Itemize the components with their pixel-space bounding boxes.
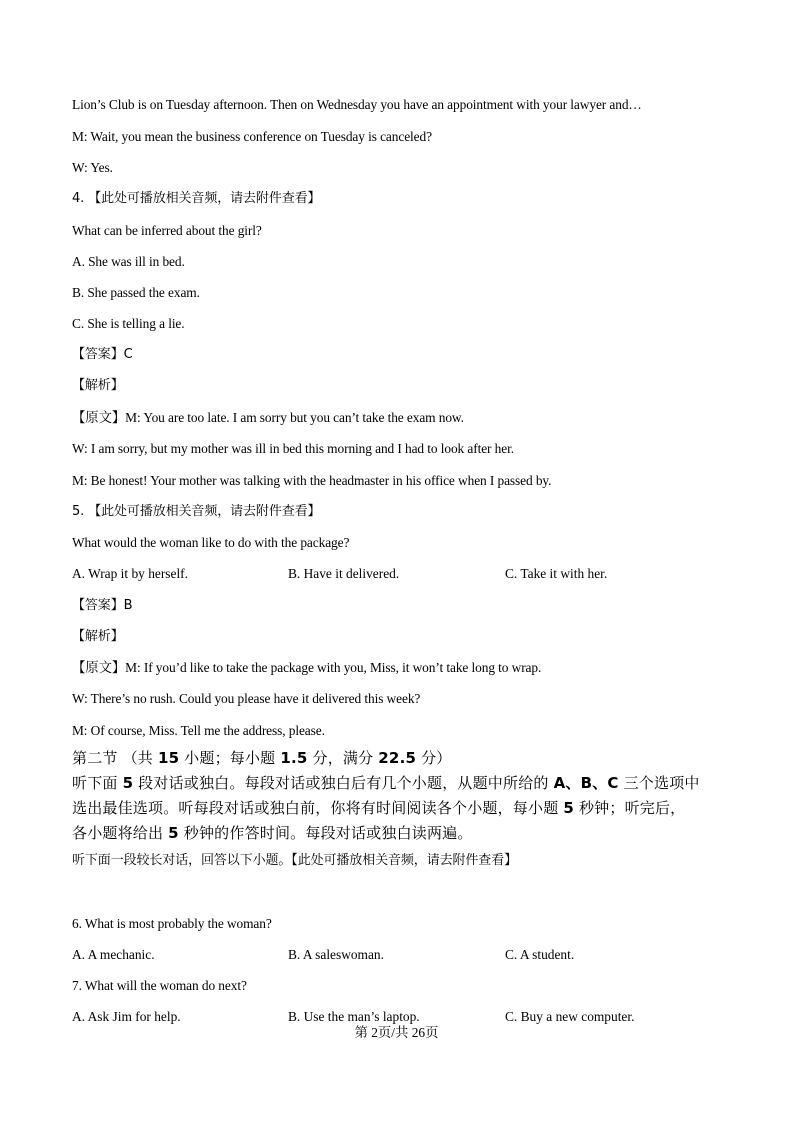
q4-transcript-line: W: I am sorry, but my mother was ill in bed this morning and I had to look after her.	[72, 441, 514, 456]
section-title: 第二节 （共 15 小题；每小题 1.5 分，满分 22.5 分）	[72, 749, 452, 767]
q5-transcript-line: W: There’s no rush. Could you please have it delivered this week?	[72, 691, 421, 706]
q5-header: 5. 【此处可播放相关音频，请去附件查看】	[72, 504, 321, 519]
q6-question: 6. What is most probably the woman?	[72, 916, 272, 931]
q5-question: What would the woman like to do with the package?	[72, 535, 350, 550]
q5-option-b: B. Have it delivered.	[288, 566, 400, 581]
q7-question: 7. What will the woman do next?	[72, 978, 247, 993]
q7-option-b: B. Use the man’s laptop.	[288, 1009, 420, 1024]
q4-header: 4. 【此处可播放相关音频，请去附件查看】	[72, 191, 321, 206]
q4-analysis-label: 【解析】	[72, 378, 124, 393]
q4-option-b: B. She passed the exam.	[72, 285, 200, 300]
q5-analysis-label: 【解析】	[72, 629, 124, 644]
listening-instruction: 听下面一段较长对话，回答以下小题。【此处可播放相关音频，请去附件查看】	[72, 853, 518, 868]
q4-option-c: C. She is telling a lie.	[72, 316, 185, 331]
q5-answer: 【答案】B	[72, 598, 133, 613]
section-instructions: 听下面 5 段对话或独白。每段对话或独白后有几个小题，从题中所给的 A、B、C 三个选项中	[72, 774, 700, 792]
section-instructions: 选出最佳选项。听每段对话或独白前，你将有时间阅读各个小题，每小题 5 秒钟；听完后，	[72, 799, 686, 817]
q4-transcript-line: M: Be honest! Your mother was talking with the headmaster in his office when I passed by.	[72, 473, 552, 488]
q7-option-c: C. Buy a new computer.	[505, 1009, 635, 1024]
q7-option-a: A. Ask Jim for help.	[72, 1009, 181, 1024]
section-instructions: 各小题将给出 5 秒钟的作答时间。每段对话或独白读两遍。	[72, 824, 473, 842]
q4-question: What can be inferred about the girl?	[72, 223, 262, 238]
dialogue-line: W: Yes.	[72, 160, 113, 175]
q6-option-a: A. A mechanic.	[72, 947, 155, 962]
q4-answer: 【答案】C	[72, 347, 133, 362]
q5-option-c: C. Take it with her.	[505, 566, 608, 581]
dialogue-line: Lion’s Club is on Tuesday afternoon. Then on Wednesday you have an appointment with your lawyer and…	[72, 97, 642, 112]
page-number: 第 2页/共 26页	[354, 1025, 439, 1040]
dialogue-line: M: Wait, you mean the business conference on Tuesday is canceled?	[72, 129, 432, 144]
q4-option-a: A. She was ill in bed.	[72, 254, 185, 269]
q6-option-b: B. A saleswoman.	[288, 947, 384, 962]
q5-transcript-line: 【原文】M: If you’d like to take the package with you, Miss, it won’t take long to wrap.	[72, 660, 542, 675]
q4-transcript-line: 【原文】M: You are too late. I am sorry but you can’t take the exam now.	[72, 410, 464, 425]
q5-option-a: A. Wrap it by herself.	[72, 566, 188, 581]
q6-option-c: C. A student.	[505, 947, 575, 962]
q5-transcript-line: M: Of course, Miss. Tell me the address, please.	[72, 723, 325, 738]
